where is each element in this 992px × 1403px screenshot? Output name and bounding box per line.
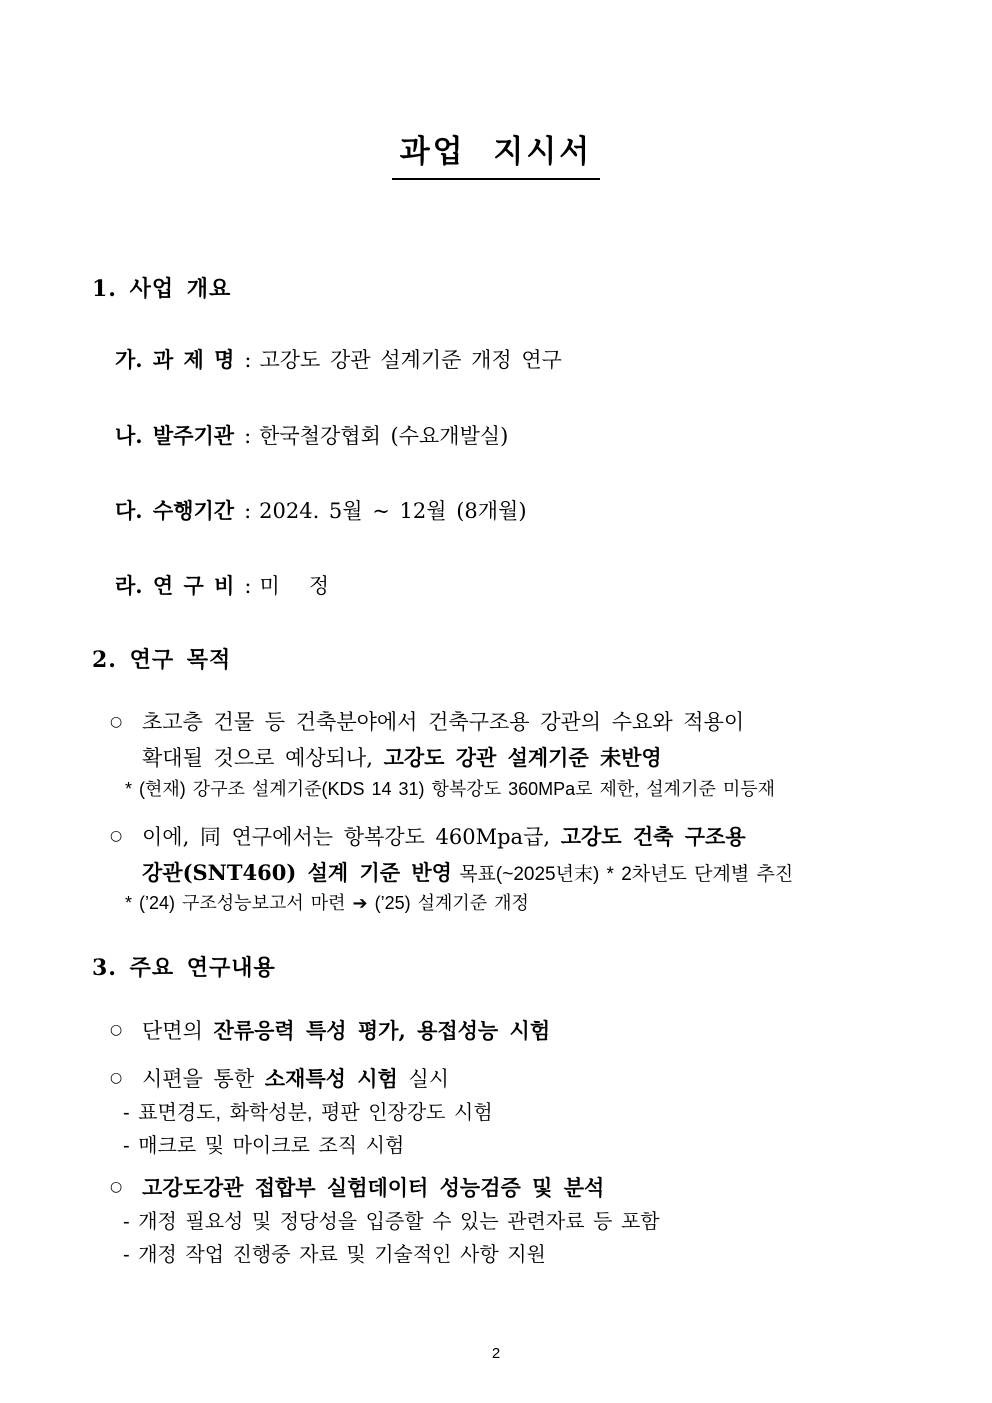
content-bullet-2 — [110, 1061, 940, 1097]
circle-bullet-icon: ○ — [110, 1022, 123, 1038]
field-project-period-label: 다. 수행기간 — [115, 498, 235, 523]
document-title — [0, 126, 992, 180]
purpose-bullet-2-footnote: * (’24) 구조성능보고서 마련 ➔ (’25) 설계기준 개정 — [125, 893, 529, 913]
field-project-name-label: 가. 과 제 명 — [115, 347, 235, 372]
content-bullet-3 — [110, 1170, 940, 1206]
field-separator: : — [244, 424, 252, 448]
purpose-bullet-1 — [110, 705, 940, 776]
document-title-text: 과업 지시서 — [392, 126, 601, 180]
circle-bullet-icon: ○ — [110, 1070, 123, 1086]
section-1-heading: 1. 사업 개요 — [92, 276, 232, 302]
purpose-bullet-1-line-2: 확대될 것으로 예상되나, 고강도 강관 설계기준 未반영 — [142, 745, 662, 770]
purpose-bullet-2 — [110, 819, 970, 892]
field-project-period — [115, 495, 527, 525]
content-bullet-2-subitem-2: - 매크로 및 마이크로 조직 시험 — [123, 1135, 405, 1157]
purpose-bullet-1-line-1: 초고층 건물 등 건축분야에서 건축구조용 강관의 수요와 적용이 — [142, 710, 745, 734]
content-bullet-3-subitem-2: - 개정 작업 진행중 자료 및 기술적인 사항 지원 — [123, 1244, 546, 1266]
field-ordering-agency — [115, 420, 508, 450]
purpose-bullet-2-line-1: 이에, 同 연구에서는 항복강도 460Mpa급, 고강도 건축 구조용 — [142, 824, 746, 849]
field-research-budget-label: 라. 연 구 비 — [115, 573, 235, 598]
field-project-name — [115, 344, 562, 374]
purpose-bullet-2-line-2: 강관(SNT460) 설계 기준 반영 목표(~2025년末) * 2차년도 단계별 추진 — [142, 860, 794, 885]
field-project-period-value: 2024. 5월 ~ 12월 (8개월) — [259, 499, 527, 523]
field-separator: : — [244, 499, 252, 523]
field-separator: : — [244, 348, 252, 372]
field-research-budget — [115, 570, 329, 600]
content-bullet-1-line: 단면의 잔류응력 특성 평가, 용접성능 시험 — [142, 1018, 551, 1043]
field-ordering-agency-label: 나. 발주기관 — [115, 423, 235, 448]
circle-bullet-icon: ○ — [110, 1179, 123, 1195]
purpose-bullet-1-footnote: * (현재) 강구조 설계기준(KDS 14 31) 항복강도 360MPa로 제한, 설계기준 미등재 — [125, 779, 776, 799]
content-bullet-1 — [110, 1013, 940, 1049]
circle-bullet-icon: ○ — [110, 828, 123, 844]
field-research-budget-value: 미 정 — [259, 574, 330, 598]
field-project-name-value: 고강도 강관 설계기준 개정 연구 — [259, 348, 562, 372]
page-number: 2 — [491, 1345, 501, 1362]
content-bullet-3-subitem-1: - 개정 필요성 및 정당성을 입증할 수 있는 관련자료 등 포함 — [123, 1211, 660, 1233]
circle-bullet-icon: ○ — [110, 714, 123, 730]
field-ordering-agency-value: 한국철강협회 (수요개발실) — [259, 424, 509, 448]
section-3-heading: 3. 주요 연구내용 — [92, 955, 276, 981]
content-bullet-2-line: 시편을 통한 소재특성 시험 실시 — [142, 1066, 450, 1091]
content-bullet-3-line: 고강도강관 접합부 실험데이터 성능검증 및 분석 — [142, 1175, 605, 1200]
content-bullet-2-subitem-1: - 표면경도, 화학성분, 평판 인장강도 시험 — [123, 1102, 493, 1124]
field-separator: : — [244, 574, 252, 598]
section-2-heading: 2. 연구 목적 — [92, 647, 232, 673]
